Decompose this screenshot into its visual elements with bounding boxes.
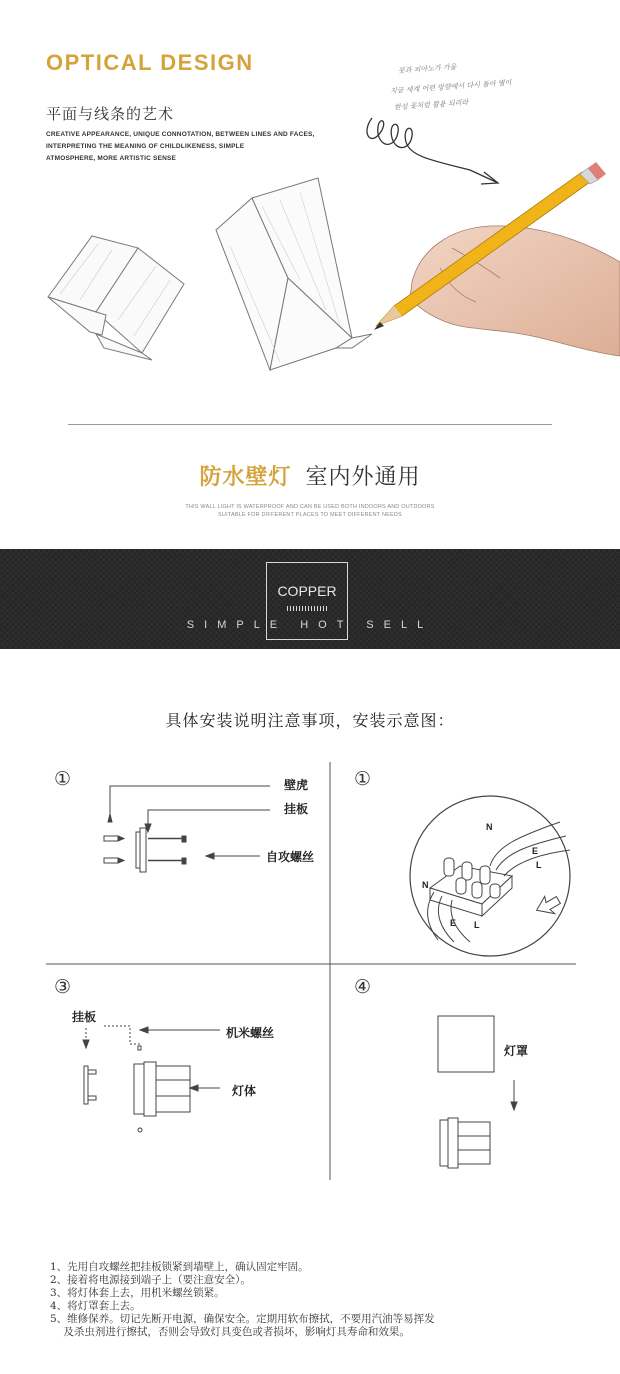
lamp-body-diagram bbox=[70, 1022, 230, 1142]
label-wall-anchor: 壁虎 bbox=[284, 778, 309, 792]
install-diagram-grid bbox=[0, 760, 620, 1200]
product-title-sub: 室内外通用 bbox=[305, 465, 421, 490]
product-english-line: SUITABLE FOR DIFFERENT PLACES TO MEET DIFFERENT NEEDS bbox=[218, 512, 402, 518]
step-number: ① bbox=[54, 768, 72, 790]
lamp-sketch-illustration bbox=[0, 150, 620, 420]
description-line: CREATIVE APPEARANCE, UNIQUE CONNOTATION, BETWEEN LINES AND FACES, bbox=[46, 131, 315, 138]
description-line: INTERPRETING THE MEANING OF CHILDLIKENESS, SIMPLE bbox=[46, 143, 245, 150]
label-self-tapping-screw: 自攻螺丝 bbox=[266, 850, 315, 864]
install-step: 5、维修保养。切记先断开电源，确保安全。定期用软布擦拭，不要用汽油等易挥发 bbox=[50, 1313, 435, 1325]
label-lamp-body: 灯体 bbox=[232, 1084, 257, 1098]
small-lamp-sketch bbox=[48, 236, 184, 360]
section-divider bbox=[68, 424, 552, 425]
wire-label-l: L bbox=[536, 860, 542, 870]
install-step: 1、先用自攻螺丝把挂板锁紧到墙壁上，确认固定牢固。 bbox=[50, 1261, 309, 1273]
product-title-main: 防水壁灯 bbox=[199, 465, 292, 490]
install-step: 2、接着将电源接到端子上（要注意安全）。 bbox=[50, 1274, 251, 1286]
handwritten-note-line: 붓과 피아노가 가을 bbox=[397, 62, 457, 76]
wire-label-l: L bbox=[474, 920, 480, 930]
brand-slogan: SIMPLE HOT SELL bbox=[186, 619, 434, 631]
wire-label-e: E bbox=[532, 846, 539, 856]
description-line: ATMOSPHERE, MORE ARTISTIC SENSE bbox=[46, 155, 177, 162]
brand-band bbox=[0, 549, 620, 649]
brand-name: COPPER bbox=[277, 583, 337, 599]
label-set-screw: 机米螺丝 bbox=[226, 1026, 275, 1040]
large-lamp-sketch bbox=[216, 178, 372, 370]
step-number: ① bbox=[354, 768, 372, 790]
handwritten-note-line: 한성 꽃처럼 활용 되리라 bbox=[393, 98, 469, 112]
optical-design-title: OPTICAL DESIGN bbox=[46, 50, 254, 75]
wire-label-e: E bbox=[450, 918, 457, 928]
label-mounting-plate: 挂板 bbox=[284, 802, 309, 816]
optical-design-subtitle: 平面与线条的艺术 bbox=[46, 105, 175, 123]
terminal-wiring-diagram bbox=[400, 792, 580, 960]
wire-label-n: N bbox=[486, 822, 493, 832]
label-lamp-cover: 灯罩 bbox=[504, 1044, 529, 1058]
hand-holding-pencil bbox=[410, 226, 620, 356]
install-title: 具体安装说明注意事项，安装示意图： bbox=[165, 711, 455, 730]
install-step: 及杀虫剂进行擦拭，否则会导致灯具变色或者损坏，影响灯具寿命和效果。 bbox=[50, 1326, 410, 1338]
label-mounting-plate: 挂板 bbox=[72, 1010, 97, 1024]
install-step: 4、将灯罩套上去。 bbox=[50, 1300, 141, 1312]
wire-label-n: N bbox=[422, 880, 429, 890]
lamp-cover-diagram bbox=[430, 1010, 530, 1180]
product-english-line: THIS WALL LIGHT IS WATERPROOF AND CAN BE USED BOTH INDOORS AND OUTDOORS bbox=[185, 504, 435, 510]
handwritten-note-line: 지금 세계 어떤 방향에서 다시 돌아 별이 bbox=[389, 78, 512, 96]
step-number: ④ bbox=[354, 976, 372, 998]
brand-underline-pattern bbox=[287, 606, 327, 611]
product-title bbox=[0, 460, 620, 491]
install-steps bbox=[50, 1261, 570, 1339]
install-step: 3、将灯体套上去，用机米螺丝锁紧。 bbox=[50, 1287, 225, 1299]
step-number: ③ bbox=[54, 976, 72, 998]
